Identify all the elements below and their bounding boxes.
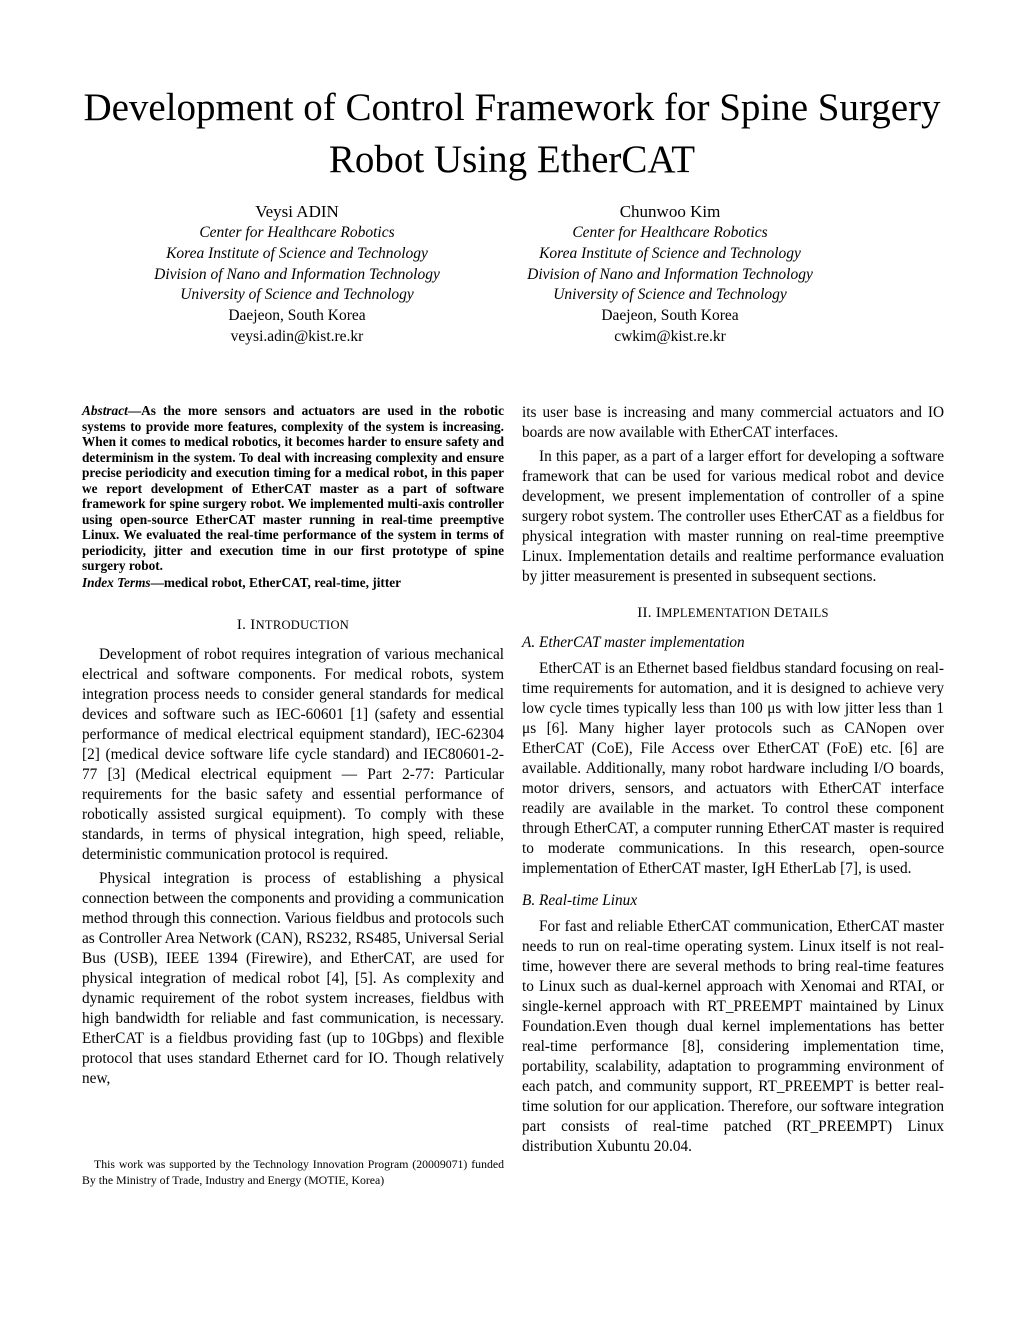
author-email: cwkim@kist.re.kr [614,327,726,345]
author-affiliation: Korea Institute of Science and Technology [166,244,428,262]
author-name: Chunwoo Kim [619,202,721,221]
author-affiliation: University of Science and Technology [553,286,787,304]
subsection-heading-realtime-linux: B. Real-time Linux [522,892,638,909]
body-paragraph: EtherCAT is an Ethernet based fieldbus standard focusing on real-time requirements for automation, and it is designed to achieve very low cycle times typically less than 100 μs with low jitter less than 1 μs [6]. Many higher layer protocols such as CANopen over EtherCAT (CoE), File Access over EtherCAT (FoE) etc. [6] are available. Additionally, many robot hardware including I/O boards, motor drivers, sensors, and actuators with EtherCAT interface readily are available in the market. To control these component through EtherCAT, a computer running EtherCAT master is required to moderate communications. In this research, open-source implementation of EtherCAT master, IgH EtherLab [7], is used. [522,660,944,877]
body-paragraph: In this paper, as a part of a larger effort for developing a software framework that can be used for various medical robot and device development, we present implementation of controller of a spine surgery robot system. The controller uses EtherCAT as a fieldbus for physical integration with master running on real-time preemptive Linux. Implementation details and realtime performance evaluation by jitter measurement is presented in subsequent sections. [522,448,944,585]
author-city: Daejeon, South Korea [228,307,366,325]
left-column [82,403,504,1093]
index-terms-text: —medical robot, EtherCAT, real-time, jitter [150,574,402,590]
section-heading-implementation: II. IMPLEMENTATION DETAILS [637,605,829,621]
author-affiliation: Division of Nano and Information Technology [527,265,813,283]
author-affiliation: Center for Healthcare Robotics [199,224,395,241]
body-paragraph: Development of robot requires integration of various mechanical electrical and software components. For medical robots, system integration process needs to consider general standards for medical devices and software such as IEC-60601 [1] (safety and essential performance of medical electrical equipment standard), IEC-62304 [2] (medical device software life cycle standard) and IEC80601-2-77 [3] (Medical electrical equipment — Part 2-77: Particular requirements for the basic safety and essential performance of robotically assisted surgical equipment). To comply with these standards, in terms of physical integration, high speed, reliable, deterministic communication protocol is required. [82,645,504,863]
section-heading-introduction: I. INTRODUCTION [236,616,350,633]
author-affiliation: Center for Healthcare Robotics [572,224,768,241]
subsection-heading-ethercat: A. EtherCAT master implementation [522,634,745,651]
index-terms [82,575,504,591]
body-paragraph: its user base is increasing and many commercial actuators and IO boards are now available with EtherCAT interfaces. [522,404,944,441]
right-column [522,403,944,1161]
page-title: Development of Control Framework for Spine Surgery Robot Using EtherCAT [83,86,941,181]
index-terms-label: Index Terms [82,574,151,590]
abstract-text: —As the more sensors and actuators are used in the robotic systems to provide more features, complexity of the system is increasing. When it comes to medical robotics, it becomes harder to ensure safety and determinism in the system. To deal with increasing complexity and ensure precise periodicity and execution timing for a medical robot, in this paper we report development of EtherCAT master as a part of software framework for spine surgery robot. We implemented multi-axis controller using open-source EtherCAT master running in real-time preemptive Linux. We evaluated the real-time performance of the system in terms of periodicity, jitter and execution time in our first prototype of spine surgery robot. [82,403,504,573]
author-city: Daejeon, South Korea [601,307,739,325]
author-affiliation: Division of Nano and Information Technology [154,265,440,283]
footnote: This work was supported by the Technology Innovation Program (20009071) funded By the Ministry of Trade, Industry and Energy (MOTIE, Korea) [82,1157,504,1187]
author-affiliation: University of Science and Technology [180,286,414,304]
body-paragraph: Physical integration is process of establishing a physical connection between the components and providing a communication method through this connection. Various fieldbus and protocols such as Controller Area Network (CAN), RS232, RS485, Universal Serial Bus (USB), IEEE 1394 (Firewire), and EtherCAT, are used for physical integration of medical robot [4], [5]. As complexity and dynamic requirement of the robot system increases, fieldbus with high bandwidth for reliable and fast communication, is necessary. EtherCAT is a fieldbus providing fast (up to 10Gbps) and flexible protocol that uses standard Ethernet card for IO. Though relatively new, [82,869,504,1087]
author-name: Veysi ADIN [255,202,339,221]
author-affiliation: Korea Institute of Science and Technology [539,244,801,262]
abstract [82,403,504,574]
abstract-label: Abstract [82,403,128,418]
author-block-2 [500,201,840,348]
author-block-1 [127,201,467,348]
body-paragraph: For fast and reliable EtherCAT communication, EtherCAT master needs to run on real-time operating system. Linux itself is not real-time, however there are several methods to bring real-time features to Linux such as dual-kernel approach with Xenomai and RTAI, or single-kernel approach with RT_PREEMPT maintained by Linux Foundation.Even though dual kernel implementations has better real-time performance [8], considering implementation time, portability, scalability, adaptation to programming environment of each patch, and community support, RT_PREEMPT is better real-time solution for our application. Therefore, our software integration part consists of real-time patched (RT_PREEMPT) Linux distribution Xubuntu 20.04. [522,918,944,1155]
author-email: veysi.adin@kist.re.kr [230,327,364,345]
